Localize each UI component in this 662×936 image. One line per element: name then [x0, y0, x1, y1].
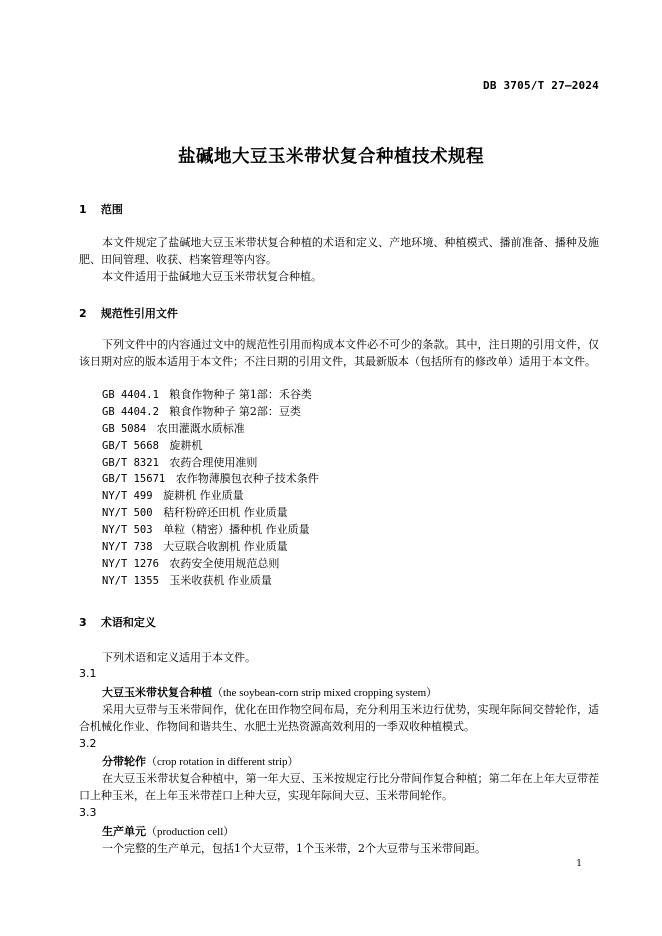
section-number: 1 — [79, 203, 87, 216]
section-title: 范围 — [100, 203, 123, 216]
reference-title: 农药合理使用准则 — [169, 455, 258, 469]
normative-intro: 下列文件中的内容通过文中的规范性引用而构成本文件必不可少的条款。其中，注日期的引用文件，仅该日期对应的版本适用于本文件；不注日期的引用文件，其最新版本（包括所有的修改单）适用于本文件。 — [79, 338, 599, 368]
term-name-en: （crop rotation in different strip） — [146, 756, 299, 768]
reference-title: 秸秆粉碎还田机 作业质量 — [163, 506, 288, 520]
term-heading — [102, 823, 234, 839]
term-name-zh: 分带轮作 — [102, 755, 146, 768]
term-number: 3.3 — [79, 806, 97, 819]
reference-item — [102, 488, 319, 505]
reference-title: 旋耕机 — [169, 438, 203, 452]
section-heading-normative — [79, 305, 178, 321]
reference-title: 粮食作物种子 第1部：禾谷类 — [169, 388, 312, 401]
reference-item — [102, 556, 319, 573]
reference-title: 旋耕机 作业质量 — [163, 489, 244, 503]
reference-item — [102, 471, 319, 488]
reference-title: 农田灌溉水质标准 — [156, 421, 245, 435]
section-title: 规范性引用文件 — [100, 307, 178, 320]
term-definition: 在大豆玉米带状复合种植中，第一年大豆、玉米按规定行比分带间作复合种植；第二年在上年大豆带茬口上种玉米，在上年玉米带茬口上种大豆，实现年际间大豆、玉米带间轮作。 — [79, 772, 599, 802]
reference-list — [102, 387, 319, 590]
reference-code: NY/T 499 — [102, 490, 153, 503]
scope-paragraph-2: 本文件适用于盐碱地大豆玉米带状复合种植。 — [102, 270, 322, 283]
term-definition: 一个完整的生产单元，包括1个大豆带，1个玉米带，2个大豆带与玉米带间距。 — [102, 842, 486, 855]
term-name-zh: 生产单元 — [102, 825, 146, 838]
reference-item — [102, 404, 319, 421]
page-number: 1 — [576, 859, 582, 869]
section-heading-terms — [79, 614, 156, 630]
reference-item — [102, 387, 319, 404]
section-title: 术语和定义 — [100, 616, 156, 629]
reference-item — [102, 539, 319, 556]
reference-code: NY/T 1355 — [102, 574, 159, 587]
terms-intro: 下列术语和定义适用于本文件。 — [102, 651, 256, 664]
reference-code: NY/T 503 — [102, 524, 153, 537]
reference-item — [102, 421, 319, 438]
term-heading — [102, 753, 299, 769]
reference-title: 玉米收获机 作业质量 — [169, 573, 272, 587]
reference-title: 大豆联合收割机 作业质量 — [163, 540, 288, 554]
reference-item — [102, 505, 319, 522]
document-title: 盐碱地大豆玉米带状复合种植技术规程 — [178, 147, 484, 167]
term-heading — [102, 684, 437, 700]
reference-item — [102, 522, 319, 539]
section-heading-scope — [79, 201, 123, 217]
reference-code: GB 4404.2 — [102, 405, 159, 418]
reference-code: NY/T 1276 — [102, 557, 159, 570]
term-name-en: （production cell） — [146, 826, 235, 838]
section-number: 2 — [79, 307, 87, 320]
term-number: 3.1 — [79, 667, 97, 680]
term-name-zh: 大豆玉米带状复合种植 — [102, 686, 212, 699]
reference-code: GB 4404.1 — [102, 389, 159, 401]
reference-title: 单粒（精密）播种机 作业质量 — [163, 523, 310, 537]
term-definition: 采用大豆带与玉米带间作，优化在田作物空间布局，充分利用玉米边行优势，实现年际间交替轮作，适合机械化作业、作物间和谐共生、水肥土光热资源高效利用的一季双收种植模式。 — [79, 703, 599, 733]
reference-title: 农药安全使用规范总则 — [169, 556, 280, 570]
reference-item — [102, 455, 319, 472]
section-number: 3 — [79, 616, 87, 629]
term-number: 3.2 — [79, 737, 97, 750]
document-code: DB 3705/T 27—2024 — [483, 79, 599, 92]
scope-paragraph-1: 本文件规定了盐碱地大豆玉米带状复合种植的术语和定义、产地环境、种植模式、播前准备、播种及施肥、田间管理、收获、档案管理等内容。 — [79, 236, 599, 266]
reference-title: 粮食作物种子 第2部：豆类 — [169, 404, 301, 418]
reference-item — [102, 573, 319, 590]
reference-code: GB/T 8321 — [102, 456, 159, 469]
reference-code: GB/T 5668 — [102, 439, 159, 452]
reference-code: GB/T 15671 — [102, 473, 166, 486]
reference-code: GB 5084 — [102, 422, 147, 435]
reference-item — [102, 438, 319, 455]
reference-code: NY/T 500 — [102, 507, 153, 520]
reference-code: NY/T 738 — [102, 541, 153, 554]
term-name-en: （the soybean-corn strip mixed cropping system） — [212, 687, 438, 699]
reference-title: 农作物薄膜包衣种子技术条件 — [175, 472, 319, 486]
